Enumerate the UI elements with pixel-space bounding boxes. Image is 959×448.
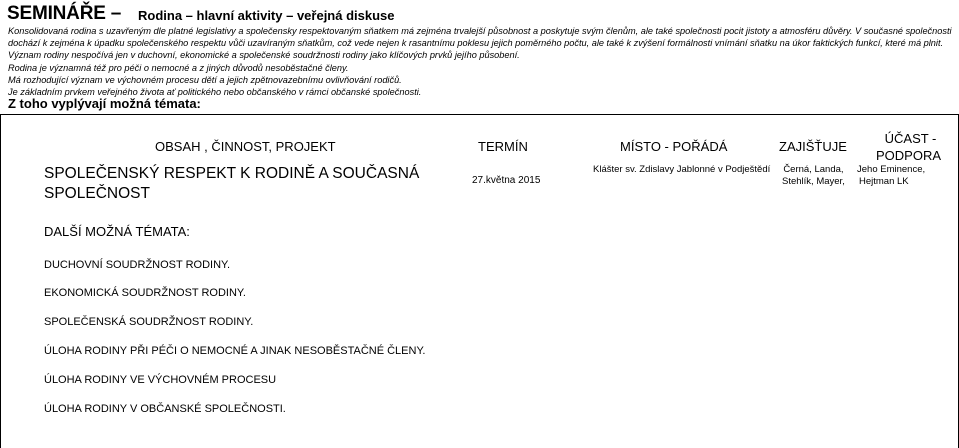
table-left-border xyxy=(0,115,1,448)
table-row-term: 27.května 2015 xyxy=(472,175,541,186)
list-item: DUCHOVNÍ SOUDRŽNOST RODINY. xyxy=(44,259,231,271)
table-row-place: Klášter sv. Zdislavy Jablonné v Podještědí xyxy=(593,164,771,175)
column-header-provides: ZAJIŠŤUJE xyxy=(779,139,847,154)
table-row-participation-line: Hejtman LK xyxy=(859,176,909,187)
column-header-participation-line: ÚČAST - xyxy=(884,131,937,146)
intro-paragraph: Je základním prvkem veřejného života ať politického nebo občanského v rámci občanské společnosti. xyxy=(8,87,422,98)
page-subtitle: Rodina – hlavní aktivity – veřejná diskuse xyxy=(138,8,395,23)
page-title: SEMINÁŘE – xyxy=(7,3,122,24)
table-row-content: SPOLEČENSKÝ RESPEKT K RODINĚ A SOUČASNÁ SPOLEČNOST xyxy=(44,165,420,202)
list-item: ÚLOHA RODINY PŘI PÉČI O NEMOCNÉ A JINAK NESOBĚSTAČNÉ ČLENY. xyxy=(44,345,426,357)
list-item: SPOLEČENSKÁ SOUDRŽNOST RODINY. xyxy=(44,316,254,328)
intro-paragraph: Konsolidovaná rodina s uzavřeným dle platné legislativy a společensky respektovaným sňatkem má zejména trvalejší působnost a poskytuje svým členům, ale také společnosti pocit jistoty a atmosféru důvěry. V současné společnosti dochází k zejména k úpadku společenského respektu vůči uzavíraným sňatkům, což vede nejen k rasantnímu poklesu jejich poměrného počtu, ale také k zvýšení formálnosti vnímání sňatku na úkor faktických funkcí, které má plnit. xyxy=(8,26,952,49)
column-header-participation-line: PODPORA xyxy=(876,148,942,163)
intro-text xyxy=(8,25,953,98)
intro-paragraph: Význam rodiny nespočívá jen v duchovní, ekonomické a společenské soudržnosti rodiny jako klíčových prvků jejího působení. xyxy=(8,50,520,61)
intro-paragraph: Má rozhodující význam ve výchovném procesu dětí a jejich zpětnovazebnímu ovlivňování rodičů. xyxy=(8,74,402,85)
column-header-term: TERMÍN xyxy=(478,139,528,154)
column-header-place: MÍSTO - POŘÁDÁ xyxy=(620,139,728,154)
list-item: ÚLOHA RODINY V OBČANSKÉ SPOLEČNOSTI. xyxy=(44,403,286,415)
list-item: ÚLOHA RODINY VE VÝCHOVNÉM PROCESU xyxy=(44,374,277,386)
table-row-provides-line: Černá, Landa, xyxy=(783,164,844,175)
more-topics-heading: DALŠÍ MOŽNÁ TÉMATA: xyxy=(44,224,190,239)
table-row-participation xyxy=(857,164,925,188)
table-top-border xyxy=(0,114,959,115)
column-header-participation xyxy=(876,130,942,164)
column-header-content: OBSAH , ČINNOST, PROJEKT xyxy=(155,139,336,154)
intro-paragraph: Rodina je významná též pro péči o nemocné a z jiných důvodů nesoběstačné členy. xyxy=(8,62,349,73)
list-item: EKONOMICKÁ SOUDRŽNOST RODINY. xyxy=(44,287,246,299)
table-row-participation-line: Jeho Eminence, xyxy=(857,164,926,175)
topics-heading: Z toho vyplývají možná témata: xyxy=(8,96,201,111)
table-row-provides xyxy=(782,164,845,188)
table-row-provides-line: Stehlík, Mayer, xyxy=(782,176,845,187)
